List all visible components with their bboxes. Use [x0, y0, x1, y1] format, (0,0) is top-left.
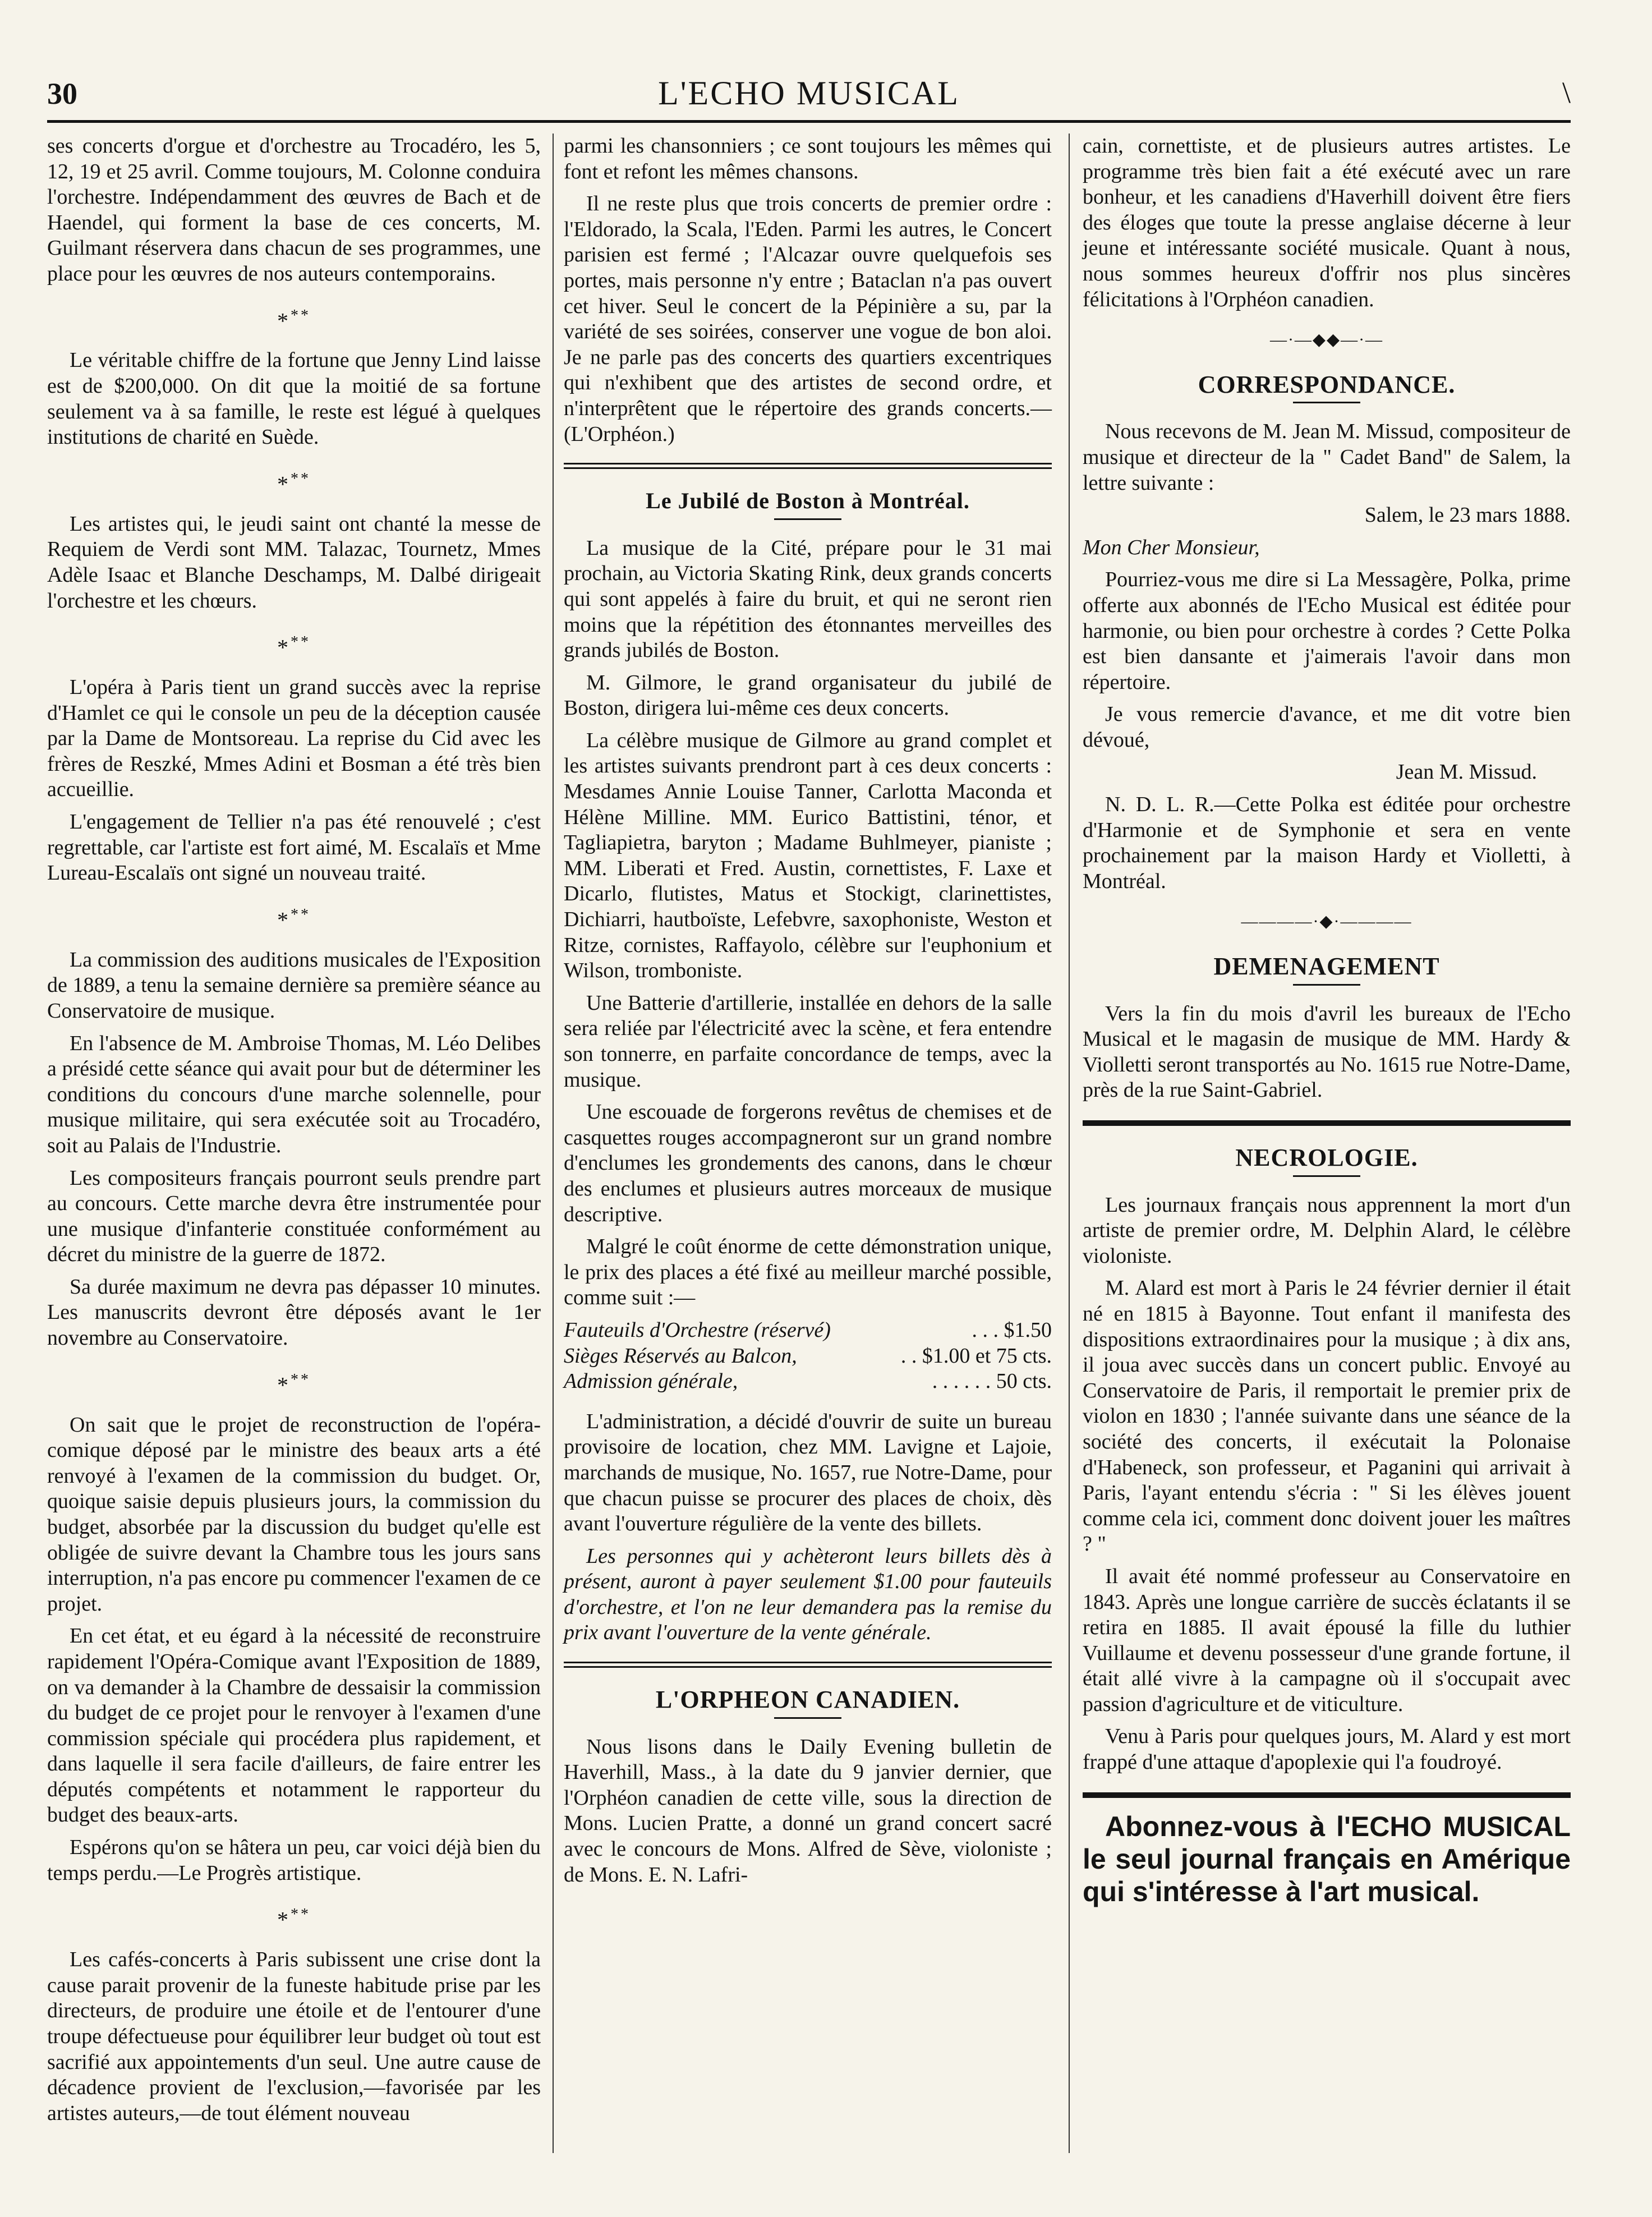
asterism: ***: [277, 905, 311, 933]
price-row: [564, 1318, 1052, 1344]
paragraph: En l'absence de M. Ambroise Thomas, M. Léo Delibes a présidé cette séance qui avait pour but de déterminer les conditions du concours d'une marche solennelle, pour musique militaire, qui sera exécutée soit au Trocadéro, soit au Palais de l'Industrie.: [47, 1031, 541, 1157]
paragraph: Il avait été nommé professeur au Conservatoire en 1843. Après une longue carrière de succès éclatants il se retira en 1885. Il avait épousé la fille du luthier Vuillaume et devenu possesseur d'une grande fortune, il était allé vivre à la campagne où il s'occupait avec passion d'agriculture et de viticulture.: [1083, 1564, 1571, 1716]
paragraph: Malgré le coût énorme de cette démonstration unique, le prix des places a été fixé au meilleur marché possible, comme suit :—: [564, 1235, 1052, 1310]
price-value: . . . $1.50: [972, 1318, 1052, 1342]
price-row: [564, 1369, 1052, 1395]
signature: Jean M. Missud.: [1396, 760, 1537, 784]
paragraph: Venu à Paris pour quelques jours, M. Alard y est mort frappé d'une attaque d'apoplexie qui l'a foudroyé.: [1083, 1724, 1571, 1774]
paragraph: M. Gilmore, le grand organisateur du jubilé de Boston, dirigera lui-même ces deux concerts.: [564, 670, 1052, 720]
paragraph: On sait que le projet de reconstruction de l'opéra-comique déposé par le ministre des beaux arts a été renvoyé à l'examen de la commission du budget. Or, quoique saisie depuis plusieurs jours, la commission du budget, absorbée par la discussion du budget qu'elle est obligée de suivre devant la Chambre tous les jours sans interruption, n'a pas encore pu commencer l'examen de ce projet.: [47, 1413, 541, 1616]
column-3: [1083, 134, 1571, 1915]
heavy-rule: [1083, 1792, 1571, 1798]
paragraph: Une Batterie d'artillerie, installée en dehors de la salle sera reliée par l'électricité avec la scène, et fera entendre son tonnerre, en parfaite concordance de temps, avec la musique.: [564, 991, 1052, 1092]
ornament-divider: ————·◆·————: [1241, 912, 1412, 931]
column-1: [47, 134, 541, 2133]
section-rule: [564, 463, 1052, 469]
title-underline: [774, 518, 841, 520]
paragraph: La musique de la Cité, prépare pour le 31 mai prochain, au Victoria Skating Rink, deux grands concerts qui sont appelés à faire du bruit, et qui ne seront rien moins que la répétition des étonnantes merveilles des grands jubilés de Boston.: [564, 536, 1052, 663]
paragraph: ses concerts d'orgue et d'orchestre au Trocadéro, les 5, 12, 19 et 25 avril. Comme toujours, M. Colonne conduira l'orchestre. Indépendamment des œuvres de Bach et de Haendel, qui forment la base de ces concerts, M. Guilmant réservera dans chacun de ses programmes, une place pour les œuvres de nos auteurs contemporains.: [47, 134, 541, 286]
paragraph: Sa durée maximum ne devra pas dépasser 10 minutes. Les manuscrits devront être déposés avant le 1er novembre au Conservatoire.: [47, 1275, 541, 1350]
paragraph: Vers la fin du mois d'avril les bureaux de l'Echo Musical et le magasin de musique de MM. Hardy & Violletti seront transportés au No. 1615 rue Notre-Dame, près de la rue Saint-Gabriel.: [1083, 1001, 1571, 1102]
title-underline: [1293, 402, 1360, 403]
asterism: ***: [277, 633, 311, 660]
price-value: . . . . . . 50 cts.: [932, 1369, 1052, 1393]
paragraph: Les compositeurs français pourront seuls prendre part au concours. Cette marche devra être instrumentée pour une musique d'infanterie constituée conformément au décret du ministre de la guerre de 1872.: [47, 1166, 541, 1267]
asterism-mark: *: [277, 307, 291, 333]
section-title-jubile: Le Jubilé de Boston à Montréal.: [646, 488, 970, 514]
subscription-ad: Abonnez-vous à l'ECHO MUSICAL le seul journal français en Amérique qui s'intéresse à l'art musical.: [1083, 1810, 1571, 1907]
paragraph: Nous recevons de M. Jean M. Missud, compositeur de musique et directeur de la " Cadet Band" de Salem, la lettre suivante :: [1083, 420, 1571, 495]
asterism: ***: [277, 1370, 311, 1397]
asterism-mark: *: [277, 1372, 291, 1397]
paragraph: parmi les chansonniers ; ce sont toujours les mêmes qui font et refont les mêmes chansons.: [564, 134, 1052, 183]
ornament-divider: —·—◆◆—·—: [1269, 330, 1384, 349]
paragraph: Les journaux français nous apprennent la mort d'un artiste de premier ordre, M. Delphin Alard, le célèbre violoniste.: [1083, 1193, 1571, 1268]
heavy-rule: [1083, 1120, 1571, 1126]
paragraph: Espérons qu'on se hâtera un peu, car voici déjà bien du temps perdu.—Le Progrès artistique.: [47, 1836, 541, 1885]
paragraph: Pourriez-vous me dire si La Messagère, Polka, prime offerte aux abonnés de l'Echo Musical est éditée pour harmonie, ou bien pour orchestre à cordes ? Cette Polka est bien dansante et j'aimerais l'avoir dans mon répertoire.: [1083, 568, 1571, 694]
section-rule: [564, 1662, 1052, 1668]
page-header: [47, 73, 1571, 123]
paragraph: M. Alard est mort à Paris le 24 février dernier il était né en 1815 à Bayonne. Tout enfant il manifesta des dispositions extraordinaires pour la musique ; à dix ans, il joua avec succès dans un concert public. Envoyé au Conservatoire de Paris, il remportait le premier prix de violon en 1830 ; l'année suivante dans une séance de la société des concerts, il exécutait la Polonaise d'Habeneck, son professeur, et Paganini qui arrivait à Paris, l'ayant entendu s'écria : " Si les élèves jouent comme cela ici, comment donc doivent jouer les maîtres ? ": [1083, 1276, 1571, 1556]
corner-mark: \: [1562, 76, 1571, 109]
asterism: ***: [277, 306, 311, 333]
paragraph: N. D. L. R.—Cette Polka est éditée pour orchestre d'Harmonie et de Symphonie et sera en vente prochainement par la maison Hardy et Violletti, à Montréal.: [1083, 793, 1571, 893]
section-title-correspondance: CORRESPONDANCE.: [1198, 370, 1456, 398]
paragraph: Le véritable chiffre de la fortune que Jenny Lind laisse est de $200,000. On dit que la moitié de sa fortune seulement va à sa famille, le reste est légué à quelques institutions de charité en Suède.: [47, 348, 541, 449]
asterism: ***: [277, 1906, 311, 1933]
price-table: [564, 1318, 1052, 1395]
paragraph: cain, cornettiste, et de plusieurs autres artistes. Le programme très bien fait a été exécuté avec un rare bonheur, et les canadiens d'Haverhill doivent être fiers des éloges que toute la presse anglaise décerne à leur jeune et intéressante société musicale. Quant à nous, nous sommes heureux d'offrir nos plus sincères félicitations à l'Orphéon canadien.: [1083, 134, 1571, 311]
paragraph: En cet état, et eu égard à la nécessité de reconstruire rapidement l'Opéra-Comique avant l'Exposition de 1889, on va demander à la Chambre de dessaisir la commission du budget de ce projet pour le renvoyer à l'examen d'une commission spéciale qui procédera plus rapidement, et dans laquelle il sera facile d'ailleurs, de faire entrer les députés compétents et notamment le rapporteur du budget des beaux-arts.: [47, 1624, 541, 1827]
section-title-necrologie: NECROLOGIE.: [1235, 1144, 1418, 1171]
asterism: ***: [277, 470, 311, 497]
section-title-demenagement: DEMENAGEMENT: [1213, 953, 1440, 981]
column-divider: [553, 134, 554, 2153]
paragraph: Une escouade de forgerons revêtus de chemises et de casquettes rouges accompagneront sur un grand nombre d'enclumes les grondements des canons, dans le chœur des enclumes et plusieurs autres morceaux de musique descriptive.: [564, 1100, 1052, 1226]
paragraph: La célèbre musique de Gilmore au grand complet et les artistes suivants prendront part à ces deux concerts : Mesdames Annie Louise Tanner, Carlotta Maconda et Hélène Milline. MM. Eurico Battistini, ténor, et Tagliapietra, baryton ; Madame Buhlmeyer, pianiste ; MM. Liberati et Fred. Austin, cornettistes, F. Laxe et Dicarlo, flutistes, Matus et Stockigt, clarinettistes, Dichiarri, hautboïste, Lefebvre, saxophoniste, Weston et Ritze, cornistes, Raffayolo, célèbre sur l'euphonium et Wilson, tromboniste.: [564, 728, 1052, 983]
paragraph: La commission des auditions musicales de l'Exposition de 1889, a tenu la semaine dernière sa première séance au Conservatoire de musique.: [47, 947, 541, 1023]
price-value: . . $1.00 et 75 cts.: [900, 1344, 1052, 1368]
paragraph: Nous lisons dans le Daily Evening bulletin de Haverhill, Mass., à la date du 9 janvier dernier, que l'Orphéon canadien de cette ville, sous la direction de Mons. Lucien Pratte, a donné un grand concert sacré avec le concours de Mons. Alfred de Sève, violoniste ; de Mons. E. N. Lafri-: [564, 1735, 1052, 1887]
asterism-mark: *: [277, 1907, 291, 1933]
section-title-orpheon: L'ORPHEON CANADIEN.: [655, 1686, 960, 1714]
title-underline: [1293, 1175, 1360, 1177]
paragraph: L'engagement de Tellier n'a pas été renouvelé ; c'est regrettable, car l'artiste est fort aimé, M. Escalaïs et Mme Lureau-Escalaïs ont signé un nouveau traité.: [47, 810, 541, 885]
paragraph: L'opéra à Paris tient un grand succès avec la reprise d'Hamlet ce qui le console un peu de la déception causée par la Dame de Montsoreau. La reprise du Cid avec les frères de Reszké, Mmes Adini et Bosman a été très bien accueillie.: [47, 675, 541, 802]
price-item: Admission générale,: [564, 1369, 738, 1393]
asterism-mark: *: [277, 907, 291, 933]
paragraph: Je vous remercie d'avance, et me dit votre bien dévoué,: [1083, 702, 1571, 752]
title-underline: [774, 1717, 841, 1719]
asterism-mark: *: [277, 634, 291, 660]
paragraph: Les artistes qui, le jeudi saint ont chanté la messe de Requiem de Verdi sont MM. Talazac, Tournetz, Mmes Adèle Isaac et Blanche Deschamps, M. Dalbé dirigeait l'orchestre et les chœurs.: [47, 512, 541, 613]
price-item: Fauteuils d'Orchestre (réservé): [564, 1318, 831, 1342]
column-divider: [1069, 134, 1070, 2153]
column-2: [564, 134, 1052, 1894]
paragraph: Les personnes qui y achèteront leurs billets dès à présent, auront à payer seulement $1.00 pour fauteuils d'orchestre, et l'on ne leur demandera pas la remise du prix avant l'ouverture de la vente générale.: [564, 1544, 1052, 1645]
dateline: Salem, le 23 mars 1888.: [1364, 503, 1571, 527]
price-row: [564, 1344, 1052, 1369]
paragraph: Les cafés-concerts à Paris subissent une crise dont la cause parait provenir de la funeste habitude prise par les directeurs, de produire une étoile et de l'entourer d'une troupe défectueuse pour équilibrer leur budget où tout est sacrifié aux appointements d'un seul. Une autre cause de décadence provient de l'exclusion,—favorisée par les artistes auteurs,—de tout élément nouveau: [47, 1948, 541, 2125]
asterism-mark: *: [277, 471, 291, 497]
price-item: Sièges Réservés au Balcon,: [564, 1344, 797, 1368]
title-underline: [1293, 984, 1360, 986]
masthead: L'ECHO MUSICAL: [658, 75, 960, 112]
salutation: Mon Cher Monsieur,: [1083, 535, 1260, 559]
paragraph: Il ne reste plus que trois concerts de premier ordre : l'Eldorado, la Scala, l'Eden. Parmi les autres, le Concert parisien est fermé ; l'Alcazar ouvre quelquefois ses portes, mais personne n'y entre ; Bataclan n'a pas ouvert cet hiver. Seul le concert de la Pépinière a su, par la variété de ses soirées, conserver une vogue de bon aloi. Je ne parle pas des concerts des quartiers excentriques qui n'exhibent que des artistes de second ordre, et n'interprêtent que le répertoire des grands concerts.—(L'Orphéon.): [564, 192, 1052, 446]
page-number: 30: [47, 77, 77, 111]
paragraph: L'administration, a décidé d'ouvrir de suite un bureau provisoire de location, chez MM. Lavigne et Lajoie, marchands de musique, No. 1657, rue Notre-Dame, pour que chacun puisse se procurer des places de choix, dès avant l'ouverture régulière de la vente des billets.: [564, 1409, 1052, 1536]
